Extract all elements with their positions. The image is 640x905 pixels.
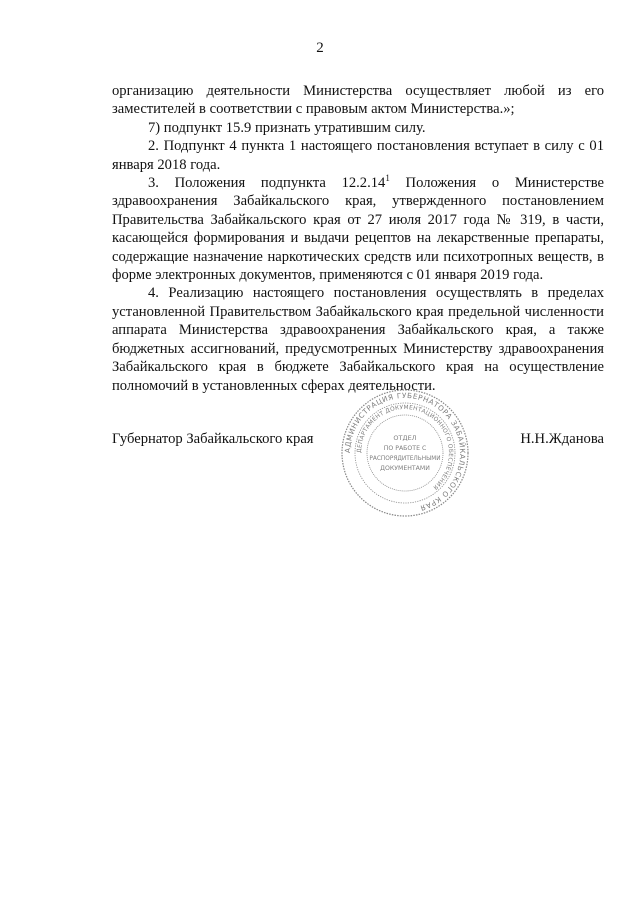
paragraph-subitem-7: 7) подпункт 15.9 признать утратившим силу. (148, 119, 426, 136)
footnote-superscript: 1 (385, 173, 390, 184)
paragraph-item-4: 4. Реализацию настоящего постановления осуществлять в пределах установленной Правительством Забайкальского края предельной численности аппарата Министерства здравоохранения Забайкальского края, а также бюджетных ассигнований, предусмотренных Министерству здравоохранения Забайкальского края в бюджете Забайкальского края на осуществление полномочий в установленных сферах деятельности. (112, 285, 604, 394)
paragraph-item-3-start: 3. Положения подпункта 12.2.14 (148, 175, 386, 192)
stamp-inner-text: ДЕПАРТАМЕНТ ДОКУМЕНТАЦИОННОГО ОБЕСПЕЧЕНИЯ (356, 404, 454, 491)
document-body (112, 82, 604, 395)
paragraph-continuation: организацию деятельности Министерства осуществляет любой из его заместителей в соответствии с правовым актом Министерства.»; (112, 83, 604, 118)
stamp-inner-circle (367, 415, 443, 491)
signatory-title: Губернатор Забайкальского края (112, 431, 314, 447)
official-stamp (340, 388, 470, 518)
stamp-center-line-4: ДОКУМЕНТАМИ (380, 465, 430, 472)
stamp-center-line-1: ОТДЕЛ (393, 434, 417, 442)
signatory-name: Н.Н.Жданова (520, 431, 604, 447)
paragraph-item-3 (112, 174, 604, 284)
stamp-center-line-2: ПО РАБОТЕ С (383, 445, 427, 452)
stamp-outer-text: АДМИНИСТРАЦИЯ ГУБЕРНАТОРА ЗАБАЙКАЛЬСКОГО КРАЯ (342, 390, 468, 513)
page-number: 2 (316, 40, 324, 56)
paragraph-item-2: 2. Подпункт 4 пункта 1 настоящего постановления вступает в силу с 01 января 2018 года. (112, 138, 604, 173)
stamp-mid-circle (355, 403, 455, 503)
stamp-center-line-3: РАСПОРЯДИТЕЛЬНЫМИ (369, 456, 441, 462)
paragraph-item-3-rest: Положения о Министерстве здравоохранения Забайкальского края, утвержденного постановлением Правительства Забайкальского края от 27 июля 2017 года № 319, в части, касающейся формирования и выдачи рецептов на лекарственные препараты, содержащие назначение наркотических средств или психотропных веществ, в форме электронных документов, применяются с 01 января 2019 года. (112, 175, 604, 284)
